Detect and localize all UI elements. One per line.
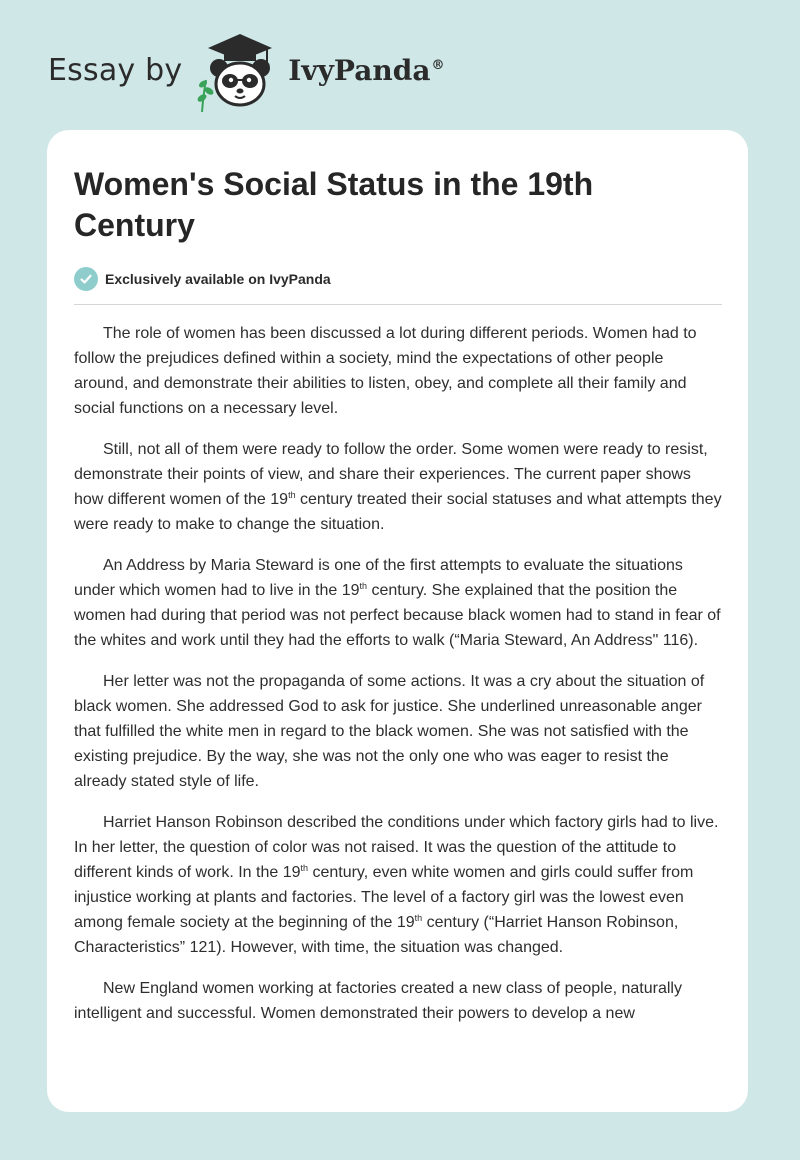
paragraph-text: The role of women has been discussed a lot during different periods. Women had to follow the prejudices defined within a society, mind the expectations of other people around, and demonstrate their abilities to listen, obey, and complete all their family and social functions on a necessary level. <box>74 325 697 417</box>
paragraph-text: New England women working at factories created a new class of people, naturally intelligent and successful. Women demonstrated their powers to develop a new <box>74 980 682 1022</box>
brand-name: IvyPanda® <box>288 53 445 87</box>
paragraph-text: Still, not all of them were ready to follow the order. Some women were ready to resist, demonstrate their points of view, and share their experiences. The current paper shows how different women of the 19 <box>74 441 708 508</box>
superscript: th <box>359 581 368 591</box>
essay-paragraph <box>74 437 722 537</box>
essay-paragraph <box>74 669 722 794</box>
paragraph-text: Her letter was not the propaganda of some actions. It was a cry about the situation of black women. She addressed God to ask for justice. She underlined unreasonable anger that fulfilled the white men in regard to the black women. She was not satisfied with the existing prejudice. By the way, she was not the only one who was eager to resist the already stated style of life. <box>74 673 705 790</box>
essay-body <box>74 321 722 1026</box>
site-brand[interactable] <box>48 28 444 112</box>
essay-paragraph <box>74 810 722 960</box>
essay-paragraph <box>74 321 722 421</box>
paragraph-text: Harriet Hanson Robinson described the conditions under which factory girls had to live. In her letter, the question of color was not raised. It was the question of the attitude to different kinds of work. In the 19 <box>74 814 719 881</box>
brand-prefix: Essay by <box>48 52 183 88</box>
panda-logo-icon <box>194 28 286 112</box>
superscript: th <box>414 913 423 923</box>
check-circle-icon <box>74 267 98 291</box>
superscript: th <box>288 490 296 500</box>
superscript: th <box>300 863 309 873</box>
essay-paragraph <box>74 553 722 653</box>
paragraph-text: century. She explained that the position the women had during that period was not perfect because black women had to stand in fear of the whites and work until they had the efforts to walk (“Maria Steward, An Address" 116). <box>74 582 721 649</box>
essay-card <box>47 130 748 1112</box>
essay-title: Women's Social Status in the 19th Century <box>74 166 594 243</box>
exclusive-badge <box>74 266 722 292</box>
registered-mark: ® <box>431 58 445 74</box>
paragraph-text: century treated their social statuses and what attempts they were ready to make to change the situation. <box>74 491 722 533</box>
paragraph-text: An Address by Maria Steward is one of the first attempts to evaluate the situations under which women had to live in the 19 <box>74 557 683 599</box>
paragraph-text: century, even white women and girls could suffer from injustice working at plants and factories. The level of a factory girl was the lowest even among female society at the beginning of the 19 <box>74 864 694 931</box>
divider <box>74 304 722 305</box>
badge-label: Exclusively available on IvyPanda <box>105 271 331 287</box>
essay-paragraph <box>74 976 722 1026</box>
paragraph-text: century (“Harriet Hanson Robinson, Characteristics” 121). However, with time, the situation was changed. <box>74 914 679 956</box>
